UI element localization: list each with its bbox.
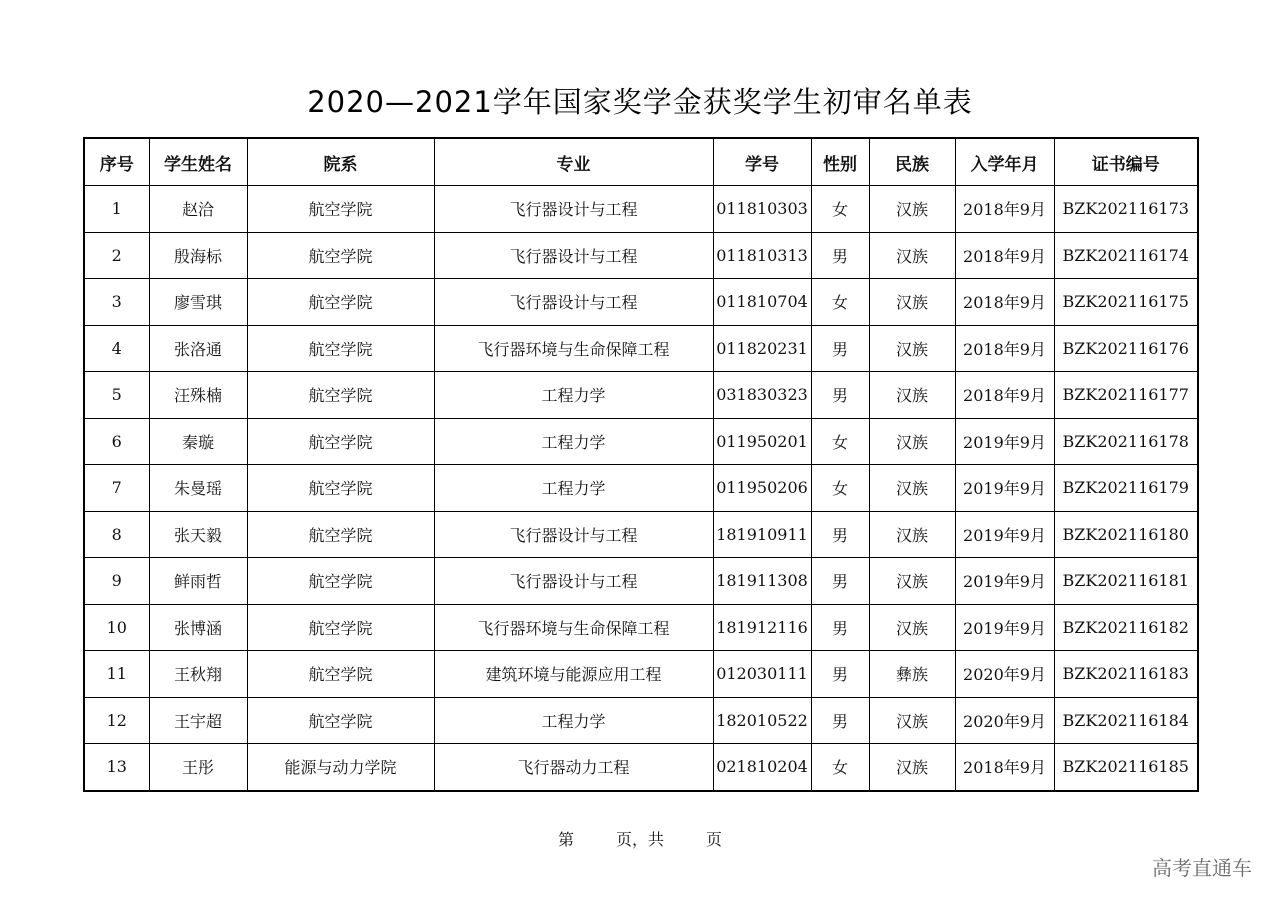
cell-department: 航空学院	[247, 418, 434, 465]
cell-department: 航空学院	[247, 651, 434, 698]
cell-student-id: 011950206	[713, 465, 811, 512]
cell-certificate-number: BZK202116174	[1054, 232, 1198, 279]
scholarship-roster-table	[83, 137, 1199, 792]
cell-major: 飞行器设计与工程	[434, 558, 713, 605]
cell-ethnicity: 汉族	[869, 279, 955, 326]
cell-ethnicity: 汉族	[869, 325, 955, 372]
cell-enrollment-date: 2019年9月	[955, 604, 1054, 651]
cell-department: 航空学院	[247, 558, 434, 605]
header-ethnicity: 民族	[869, 138, 955, 186]
cell-student-id: 011820231	[713, 325, 811, 372]
header-index: 序号	[84, 138, 149, 186]
cell-certificate-number: BZK202116178	[1054, 418, 1198, 465]
header-student-id: 学号	[713, 138, 811, 186]
cell-index: 12	[84, 697, 149, 744]
cell-index: 10	[84, 604, 149, 651]
cell-ethnicity: 汉族	[869, 558, 955, 605]
cell-enrollment-date: 2018年9月	[955, 186, 1054, 233]
cell-gender: 女	[811, 186, 869, 233]
cell-certificate-number: BZK202116176	[1054, 325, 1198, 372]
cell-student-id: 021810204	[713, 744, 811, 791]
cell-gender: 女	[811, 465, 869, 512]
table-header-row	[84, 138, 1198, 186]
cell-certificate-number: BZK202116181	[1054, 558, 1198, 605]
cell-index: 3	[84, 279, 149, 326]
cell-department: 能源与动力学院	[247, 744, 434, 791]
cell-enrollment-date: 2020年9月	[955, 697, 1054, 744]
cell-ethnicity: 汉族	[869, 186, 955, 233]
page-footer	[0, 827, 1280, 850]
cell-enrollment-date: 2018年9月	[955, 744, 1054, 791]
cell-student-name: 秦璇	[149, 418, 247, 465]
cell-major: 工程力学	[434, 418, 713, 465]
cell-enrollment-date: 2018年9月	[955, 372, 1054, 419]
table-row	[84, 558, 1198, 605]
cell-certificate-number: BZK202116183	[1054, 651, 1198, 698]
cell-ethnicity: 彝族	[869, 651, 955, 698]
cell-enrollment-date: 2018年9月	[955, 325, 1054, 372]
cell-ethnicity: 汉族	[869, 604, 955, 651]
cell-student-id: 011950201	[713, 418, 811, 465]
cell-certificate-number: BZK202116177	[1054, 372, 1198, 419]
cell-major: 工程力学	[434, 372, 713, 419]
cell-certificate-number: BZK202116182	[1054, 604, 1198, 651]
cell-department: 航空学院	[247, 232, 434, 279]
table-row	[84, 511, 1198, 558]
cell-index: 5	[84, 372, 149, 419]
footer-page-separator: 页，共	[615, 830, 664, 849]
cell-gender: 男	[811, 511, 869, 558]
cell-student-id: 181911308	[713, 558, 811, 605]
cell-gender: 女	[811, 279, 869, 326]
cell-major: 飞行器设计与工程	[434, 511, 713, 558]
cell-student-name: 朱曼瑶	[149, 465, 247, 512]
table-row	[84, 465, 1198, 512]
cell-major: 飞行器设计与工程	[434, 232, 713, 279]
table-row	[84, 372, 1198, 419]
cell-major: 飞行器环境与生命保障工程	[434, 325, 713, 372]
cell-index: 8	[84, 511, 149, 558]
cell-student-name: 王彤	[149, 744, 247, 791]
cell-enrollment-date: 2019年9月	[955, 465, 1054, 512]
cell-index: 9	[84, 558, 149, 605]
cell-student-id: 012030111	[713, 651, 811, 698]
cell-gender: 女	[811, 418, 869, 465]
cell-enrollment-date: 2019年9月	[955, 558, 1054, 605]
cell-student-id: 011810313	[713, 232, 811, 279]
cell-gender: 男	[811, 697, 869, 744]
cell-student-name: 王宇超	[149, 697, 247, 744]
table-row	[84, 325, 1198, 372]
cell-department: 航空学院	[247, 186, 434, 233]
table-row	[84, 651, 1198, 698]
watermark-text: 高考直通车	[1152, 856, 1252, 880]
cell-major: 工程力学	[434, 465, 713, 512]
header-certificate-number: 证书编号	[1054, 138, 1198, 186]
cell-major: 飞行器设计与工程	[434, 279, 713, 326]
cell-student-name: 赵洽	[149, 186, 247, 233]
cell-student-id: 181910911	[713, 511, 811, 558]
cell-gender: 男	[811, 558, 869, 605]
cell-student-name: 汪殊楠	[149, 372, 247, 419]
cell-enrollment-date: 2018年9月	[955, 232, 1054, 279]
cell-ethnicity: 汉族	[869, 465, 955, 512]
cell-major: 飞行器设计与工程	[434, 186, 713, 233]
cell-certificate-number: BZK202116185	[1054, 744, 1198, 791]
cell-index: 1	[84, 186, 149, 233]
cell-student-name: 鲜雨哲	[149, 558, 247, 605]
cell-student-name: 张洛通	[149, 325, 247, 372]
footer-page-label: 第	[557, 830, 574, 849]
cell-ethnicity: 汉族	[869, 232, 955, 279]
cell-major: 飞行器动力工程	[434, 744, 713, 791]
cell-department: 航空学院	[247, 372, 434, 419]
cell-enrollment-date: 2018年9月	[955, 279, 1054, 326]
table-row	[84, 418, 1198, 465]
cell-major: 飞行器环境与生命保障工程	[434, 604, 713, 651]
table-row	[84, 279, 1198, 326]
cell-index: 11	[84, 651, 149, 698]
cell-enrollment-date: 2020年9月	[955, 651, 1054, 698]
header-student-name: 学生姓名	[149, 138, 247, 186]
table-row	[84, 232, 1198, 279]
table-row	[84, 186, 1198, 233]
cell-certificate-number: BZK202116173	[1054, 186, 1198, 233]
cell-index: 7	[84, 465, 149, 512]
cell-ethnicity: 汉族	[869, 744, 955, 791]
cell-student-id: 031830323	[713, 372, 811, 419]
header-department: 院系	[247, 138, 434, 186]
cell-department: 航空学院	[247, 697, 434, 744]
header-gender: 性别	[811, 138, 869, 186]
cell-gender: 男	[811, 325, 869, 372]
cell-major: 工程力学	[434, 697, 713, 744]
cell-department: 航空学院	[247, 279, 434, 326]
cell-enrollment-date: 2019年9月	[955, 418, 1054, 465]
cell-department: 航空学院	[247, 325, 434, 372]
cell-gender: 男	[811, 232, 869, 279]
document-title: 2020—2021学年国家奖学金获奖学生初审名单表	[307, 85, 973, 119]
cell-major: 建筑环境与能源应用工程	[434, 651, 713, 698]
cell-certificate-number: BZK202116184	[1054, 697, 1198, 744]
cell-enrollment-date: 2019年9月	[955, 511, 1054, 558]
table-body	[84, 186, 1198, 791]
cell-certificate-number: BZK202116175	[1054, 279, 1198, 326]
cell-student-name: 殷海标	[149, 232, 247, 279]
cell-certificate-number: BZK202116179	[1054, 465, 1198, 512]
cell-gender: 男	[811, 604, 869, 651]
cell-department: 航空学院	[247, 465, 434, 512]
cell-index: 6	[84, 418, 149, 465]
table-row	[84, 604, 1198, 651]
cell-index: 4	[84, 325, 149, 372]
cell-ethnicity: 汉族	[869, 372, 955, 419]
cell-student-id: 182010522	[713, 697, 811, 744]
cell-student-name: 廖雪琪	[149, 279, 247, 326]
header-major: 专业	[434, 138, 713, 186]
table-row	[84, 744, 1198, 791]
cell-certificate-number: BZK202116180	[1054, 511, 1198, 558]
cell-student-name: 张天毅	[149, 511, 247, 558]
cell-student-name: 王秋翔	[149, 651, 247, 698]
table-row	[84, 697, 1198, 744]
cell-student-id: 181912116	[713, 604, 811, 651]
cell-department: 航空学院	[247, 604, 434, 651]
cell-department: 航空学院	[247, 511, 434, 558]
header-enrollment-date: 入学年月	[955, 138, 1054, 186]
cell-ethnicity: 汉族	[869, 418, 955, 465]
cell-index: 2	[84, 232, 149, 279]
cell-ethnicity: 汉族	[869, 697, 955, 744]
cell-student-id: 011810303	[713, 186, 811, 233]
footer-page-end: 页	[706, 830, 723, 849]
cell-gender: 男	[811, 651, 869, 698]
cell-ethnicity: 汉族	[869, 511, 955, 558]
cell-index: 13	[84, 744, 149, 791]
cell-student-id: 011810704	[713, 279, 811, 326]
cell-student-name: 张博涵	[149, 604, 247, 651]
cell-gender: 男	[811, 372, 869, 419]
cell-gender: 女	[811, 744, 869, 791]
